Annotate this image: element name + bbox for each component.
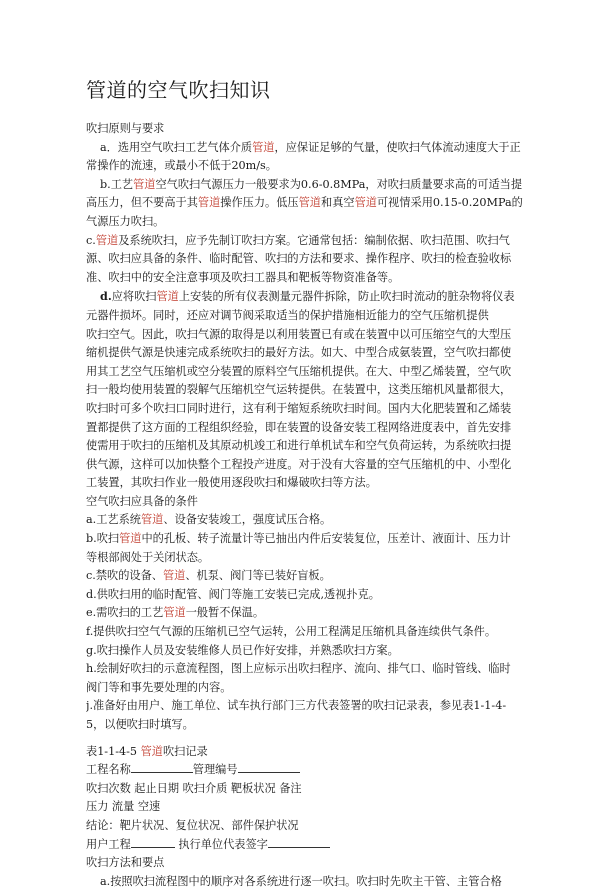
text-segment: c. bbox=[86, 233, 96, 247]
text-line bbox=[86, 743, 544, 762]
text-segment: b.吹扫 bbox=[86, 532, 120, 546]
text-segment: 吹扫记录 bbox=[162, 744, 208, 758]
text-segment: c.禁吹的设备、 bbox=[86, 569, 163, 583]
text-segment: 工装置，其吹扫作业一般使用逐段吹扫和爆破吹扫等方法。 bbox=[86, 476, 377, 490]
text-segment: a.按照吹扫流程图中的顺序对各系统进行逐一吹扫。吹扫时先吹主干管、主管合格 bbox=[100, 874, 502, 888]
highlighted-term: 管道 bbox=[119, 532, 142, 546]
text-segment: 操作压力。低压 bbox=[220, 196, 299, 210]
text-line bbox=[86, 363, 544, 382]
text-line bbox=[86, 287, 544, 307]
text-line bbox=[86, 437, 544, 456]
text-segment: b.工艺 bbox=[100, 177, 134, 191]
text-line bbox=[86, 817, 544, 836]
text-line bbox=[86, 232, 544, 251]
text-segment: 吹扫时可多个吹扫口同时进行，这有利于缩短系统吹扫时间。国内大化肥装置和乙烯装 bbox=[86, 401, 512, 415]
text-segment: 高压力，但不要高于其 bbox=[86, 196, 198, 210]
text-line bbox=[86, 381, 544, 400]
text-line bbox=[86, 623, 544, 642]
text-line bbox=[86, 213, 544, 232]
text-segment: 常操作的流速，或最小不低于20m/s。 bbox=[86, 159, 277, 173]
document-body bbox=[86, 120, 544, 891]
text-segment: 结论：靶片状况、复位状况、部件保护状况 bbox=[86, 818, 299, 832]
text-line bbox=[86, 567, 544, 586]
text-line bbox=[86, 530, 544, 549]
text-segment: 吹扫次数 起止日期 吹扫介质 靶板状况 备注 bbox=[86, 781, 302, 795]
text-segment: 及系统吹扫，应予先制订吹扫方案。它通常包括：编制依据、吹扫范围、吹扫气 bbox=[118, 233, 510, 247]
text-segment: 用户工程 bbox=[86, 837, 131, 851]
highlighted-term: 管道 bbox=[140, 513, 164, 527]
text-segment: 空气吹扫应具备的条件 bbox=[86, 494, 198, 508]
text-segment: j.准备好由用户、施工单位、试车执行部门三方代表签署的吹扫记录表，参见表1-1-4- bbox=[86, 699, 507, 713]
text-line bbox=[86, 139, 544, 158]
text-segment: 空气吹扫气源压力一般要求为0.6-0.8MPa，对吹扫质量要求高的可适当提 bbox=[155, 177, 523, 191]
text-segment: 可视情采用0.15-0.20MPa的 bbox=[376, 196, 523, 210]
highlighted-term: 管道 bbox=[163, 606, 186, 620]
text-segment: 置都提供了这方面的工程组织经验，即在装置的设备安装工程网络进度表中，首先安排 bbox=[86, 420, 512, 434]
text-segment: 用其工艺空气压缩机或空分装置的原料空气压缩机提供。在大、中型乙烯装置，空气吹 bbox=[86, 364, 512, 378]
highlighted-term: 管道 bbox=[95, 233, 119, 247]
text-segment: 上安装的所有仪表测量元器件拆除，防止吹扫时流动的脏杂物将仪表 bbox=[178, 290, 515, 304]
text-line bbox=[86, 604, 544, 623]
text-segment: 一般暂不保温。 bbox=[185, 606, 265, 620]
text-segment: 吹扫原则与要求 bbox=[86, 122, 165, 135]
text-segment: 、设备安装竣工，强度试压合格。 bbox=[163, 513, 332, 527]
text-line bbox=[86, 716, 544, 735]
fill-in-blank bbox=[238, 761, 300, 773]
text-segment: a．选用空气吹扫工艺气体介质 bbox=[100, 140, 253, 154]
text-line bbox=[86, 250, 544, 269]
highlighted-term: 管道 bbox=[298, 196, 321, 210]
text-segment: h.绘制好吹扫的示意流程图，图上应标示出吹扫程序、流向、排气口、临时管线、临时 bbox=[86, 662, 511, 676]
highlighted-term: 管道 bbox=[197, 196, 221, 210]
text-line bbox=[86, 400, 544, 419]
text-line bbox=[86, 549, 544, 568]
text-line bbox=[86, 307, 544, 326]
text-line bbox=[86, 642, 544, 661]
highlighted-term: 管道 bbox=[133, 177, 156, 191]
text-segment: 表1-1-4-5 bbox=[86, 744, 141, 758]
text-segment: 元器件损坏。同时，还应对调节阀采取适当的保护措施相近能力的空气压缩机提供 bbox=[86, 308, 489, 322]
text-line bbox=[86, 326, 544, 345]
text-segment: 使需用于吹扫的压缩机及其原动机竣工和进行单机试车和空气负荷运转，为系统吹扫提 bbox=[86, 439, 512, 453]
text-line bbox=[86, 493, 544, 512]
text-segment: 工程名称 bbox=[86, 763, 131, 777]
text-segment: a.工艺系统 bbox=[86, 513, 141, 527]
highlighted-term: 管道 bbox=[140, 744, 163, 758]
text-line bbox=[86, 120, 544, 139]
text-segment: 执行单位代表签字 bbox=[174, 837, 268, 851]
highlighted-term: 管道 bbox=[252, 140, 275, 154]
text-segment: 压力 流量 空速 bbox=[86, 800, 161, 814]
text-line bbox=[86, 269, 544, 288]
text-segment: g.吹扫操作人员及安装维修人员已作好安排，并熟悉吹扫方案。 bbox=[86, 643, 399, 657]
text-segment: 中的孔板、转子流量计等已抽出内件后安装复位，压差计、液面计、压力计 bbox=[141, 532, 511, 546]
text-segment: 气源压力吹扫。 bbox=[86, 214, 165, 228]
text-line bbox=[86, 798, 544, 817]
text-line bbox=[86, 854, 544, 873]
text-line bbox=[86, 176, 544, 195]
text-line bbox=[86, 511, 544, 530]
text-segment: 管理编号 bbox=[192, 763, 238, 777]
text-line bbox=[86, 836, 544, 855]
text-segment: d.供吹扫用的临时配管、阀门等施工安装已完成,透视扑克。 bbox=[86, 587, 380, 601]
text-segment: 吹扫空气。因此，吹扫气源的取得是以利用装置已有或在装置中以可压缩空气的大型压 bbox=[86, 327, 512, 341]
text-segment: 扫一般均使用装置的裂解气压缩机空气运转提供。在装置中，这类压缩机风量都很大， bbox=[86, 383, 512, 397]
highlighted-term: 管道 bbox=[156, 290, 179, 304]
text-line bbox=[86, 780, 544, 799]
text-segment: 吹扫方法和要点 bbox=[86, 856, 165, 870]
text-segment: 源、吹扫应具备的条件、临时配管、吹扫的方法和要求、操作程序、吹扫的检查验收标 bbox=[86, 252, 512, 266]
text-line bbox=[86, 157, 544, 176]
text-segment: 准、吹扫中的安全注意事项及吹扫工器具和靶板等物资准备等。 bbox=[86, 270, 400, 284]
highlighted-term: 管道 bbox=[162, 569, 186, 583]
text-line bbox=[86, 679, 544, 698]
text-line bbox=[86, 873, 544, 891]
text-segment: f.提供吹扫空气气源的压缩机已空气运转，公用工程满足压缩机具备连续供气条件。 bbox=[86, 625, 497, 639]
text-segment: 应将吹扫 bbox=[111, 290, 157, 304]
text-line bbox=[86, 697, 544, 716]
text-segment: 、机泵、阀门等已装好盲板。 bbox=[185, 569, 331, 583]
text-segment: e.需吹扫的工艺 bbox=[86, 606, 164, 620]
fill-in-blank bbox=[268, 836, 330, 848]
text-segment: ，应保证足够的气量，使吹扫气体流动速度大于正 bbox=[274, 140, 521, 154]
fill-in-blank bbox=[131, 761, 193, 773]
text-line bbox=[86, 586, 544, 605]
highlighted-term: 管道 bbox=[354, 196, 377, 210]
text-segment: 等根部阀处于关闭状态。 bbox=[86, 550, 210, 564]
paragraph-gap bbox=[86, 735, 544, 743]
text-line bbox=[86, 660, 544, 679]
item-marker: d. bbox=[100, 289, 112, 304]
text-segment: 缩机提供气源是快速完成系统吹扫的最好方法。如大、中型合成氨装置，空气吹扫都使 bbox=[86, 346, 512, 360]
text-line bbox=[86, 419, 544, 438]
text-segment: 和真空 bbox=[321, 196, 355, 210]
text-line bbox=[86, 761, 544, 780]
text-line bbox=[86, 194, 544, 213]
text-segment: 5，以便吹扫时填写。 bbox=[86, 718, 194, 731]
text-line bbox=[86, 474, 544, 493]
text-segment: 供气源，这样可以加快整个工程投产进度。对于没有大容量的空气压缩机的中、小型化 bbox=[86, 457, 512, 471]
text-segment: 阀门等和事先要处理的内容。 bbox=[86, 680, 232, 694]
fill-in-blank bbox=[131, 836, 175, 848]
page-title: 管道的空气吹扫知识 bbox=[86, 78, 271, 102]
text-line bbox=[86, 456, 544, 475]
text-line bbox=[86, 344, 544, 363]
